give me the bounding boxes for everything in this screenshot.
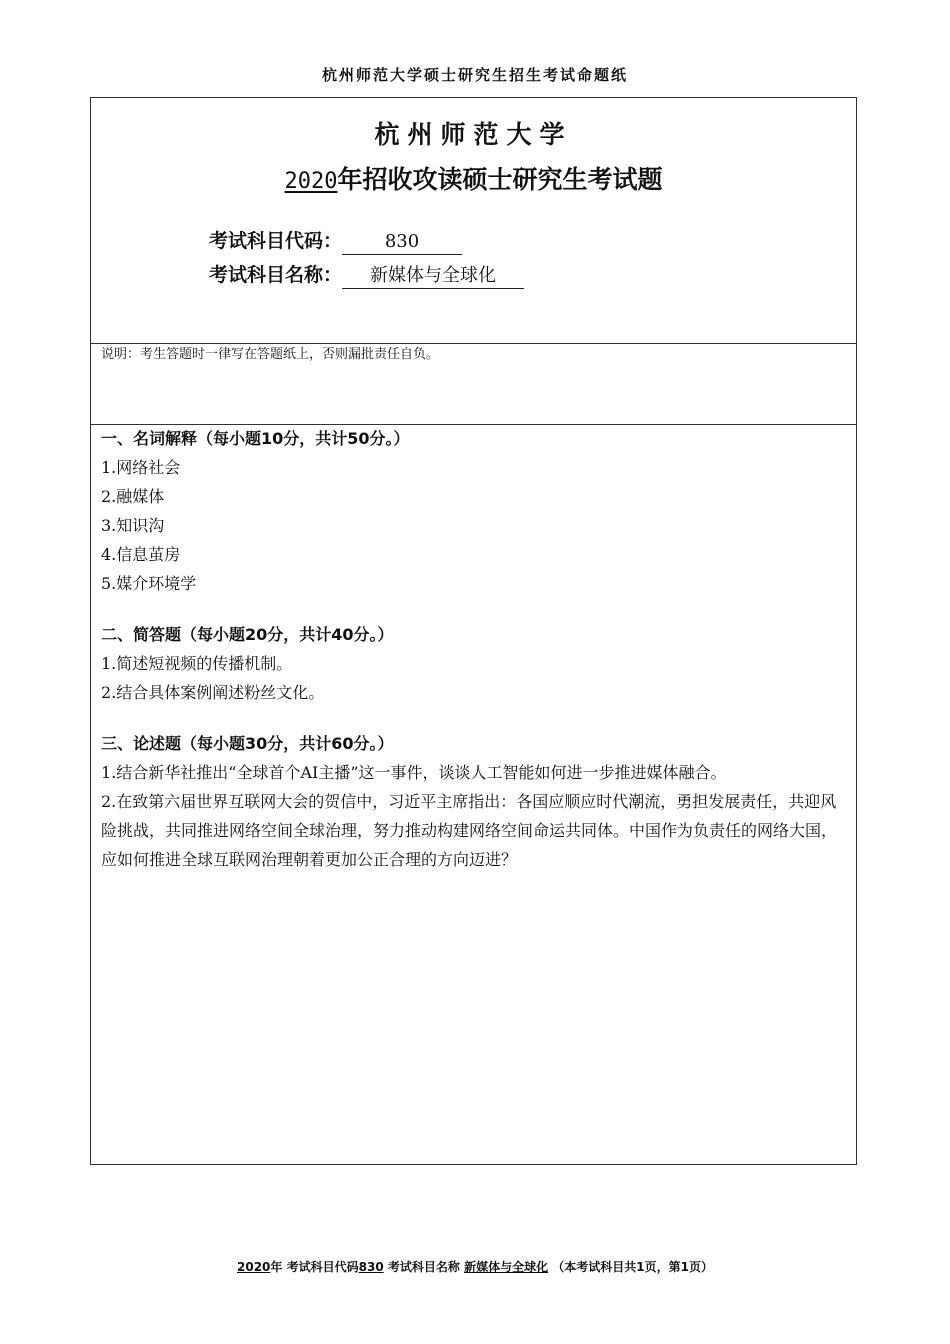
subject-name-row [209,260,524,289]
section-heading: 二、简答题（每小题20分，共计40分。） [101,625,394,644]
question-item: 2.融媒体 [101,487,165,506]
section-heading: 三、论述题（每小题30分，共计60分。） [101,734,394,753]
footer-year-suffix: 年 [270,1260,283,1274]
question-item: 2.结合具体案例阐述粉丝文化。 [101,683,325,702]
title-block [91,98,856,344]
footer-code-value: 830 [358,1260,384,1274]
question-item: 3.知识沟 [101,516,165,535]
questions-content [101,424,848,874]
subject-code-value: 830 [342,230,462,255]
instructions-block [91,343,856,425]
footer-name-value: 新媒体与全球化 [464,1260,549,1274]
footer-name-label: 考试科目名称 [387,1260,460,1274]
subject-code-row [209,226,462,255]
exam-year: 2020 [284,169,338,194]
exam-title-text: 年招收攻读硕士研究生考试题 [337,165,663,194]
question-item: 1.简述短视频的传播机制。 [101,654,293,673]
footer-pages-note: （本考试科目共1页，第1页） [552,1260,713,1274]
question-item: 1.结合新华社推出“全球首个AI主播”这一事件，谈谈人工智能如何进一步推进媒体融合。 [101,763,727,782]
section-heading: 一、名词解释（每小题10分，共计50分。） [101,429,410,448]
university-name: 杭州师范大学 [374,120,573,149]
exam-title [91,160,856,196]
subject-code-label: 考试科目代码： [209,230,343,252]
footer-code-label: 考试科目代码 [286,1260,359,1274]
subject-name-value: 新媒体与全球化 [342,264,524,289]
question-item: 1.网络社会 [101,458,181,477]
question-item: 4.信息茧房 [101,545,181,564]
page-footer [0,1258,950,1275]
footer-year: 2020 [237,1260,271,1274]
instructions-text: 说明：考生答题时一律写在答题纸上，否则漏批责任自负。 [101,347,440,362]
exam-paper-box [90,97,857,1165]
subject-name-label: 考试科目名称： [209,264,343,286]
question-item: 5.媒介环境学 [101,574,197,593]
question-item: 2.在致第六届世界互联网大会的贺信中，习近平主席指出：各国应顺应时代潮流，勇担发展责任，共迎风险挑战，共同推进网络空间全球治理，努力推动构建网络空间命运共同体。中国作为负责任的网络大国，应如何推进全球互联网治理朝着更加公正合理的方向迈进？ [101,792,838,869]
page-header: 杭州师范大学硕士研究生招生考试命题纸 [321,66,628,84]
